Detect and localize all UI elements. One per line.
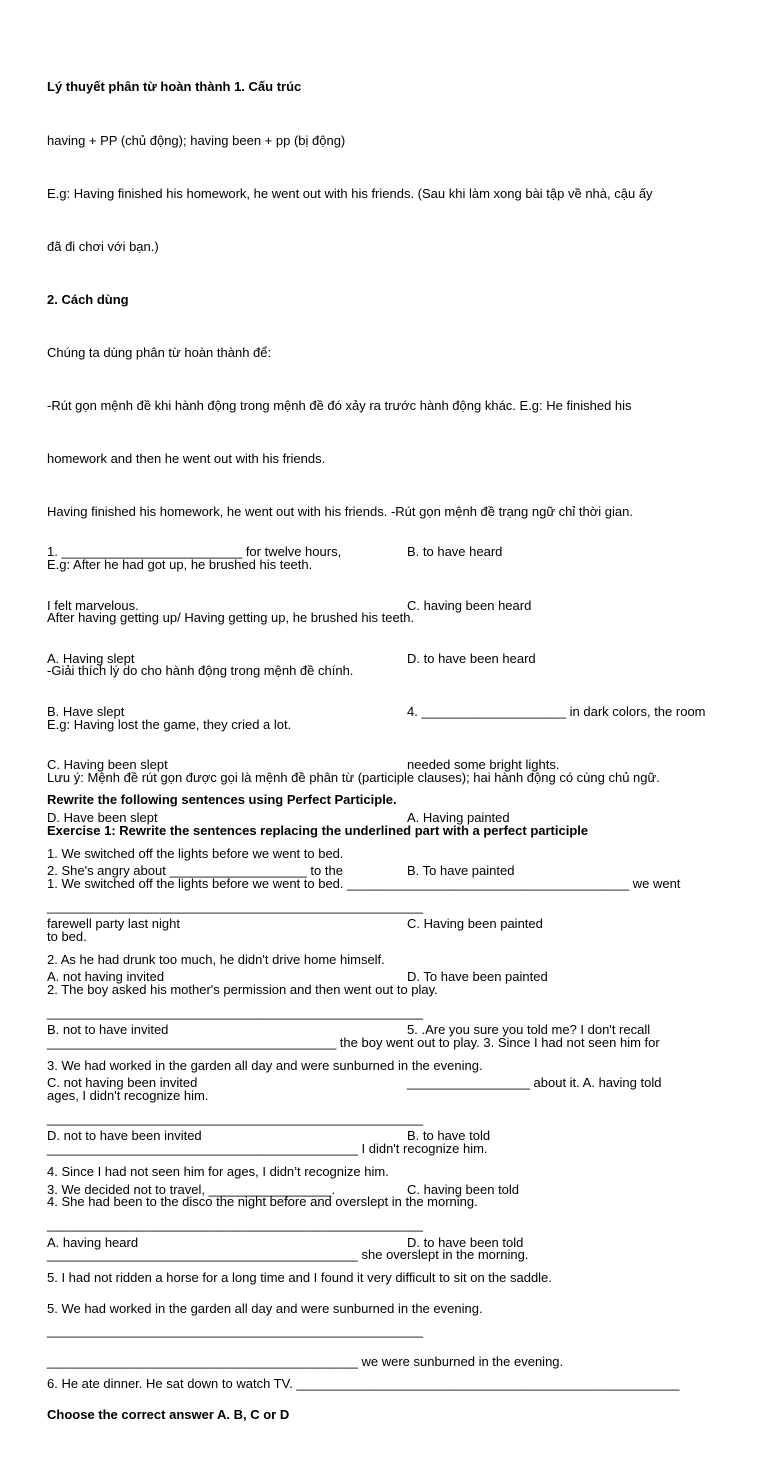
structure-formula: having + PP (chủ động); having been + pp (bị động) (47, 132, 346, 148)
mcq-heading: Choose the correct answer A. B, C or D (47, 1406, 290, 1422)
answer-blank: ____________________________________________________ (47, 1110, 423, 1126)
note-line: Lưu ý: Mệnh đề rút gọn được gọi là mệnh đề phân từ (participle clauses); hai hành động có cùng chủ ngữ. (47, 769, 660, 785)
usage-line: -Rút gọn mệnh đề khi hành động trong mệnh đề đó xảy ra trước hành động khác. E.g: He finished his (47, 397, 632, 413)
usage-line: homework and then he went out with his friends. (47, 451, 326, 467)
mcq-line: _________________ about it. A. having told (407, 1075, 662, 1091)
example-line: đã đi chơi với bạn.) (47, 238, 159, 254)
mcq-option: B. Have slept (47, 703, 125, 719)
rewrite-item: 5. I had not ridden a horse for a long time and I found it very difficult to sit on the saddle. (47, 1270, 552, 1286)
usage-line: After having getting up/ Having getting up, he brushed his teeth. (47, 610, 415, 626)
mcq-option: C. having been told (407, 1181, 520, 1197)
mcq-line: 1. _________________________ for twelve hours, (47, 544, 342, 560)
rewrite-item: 3. We had worked in the garden all day and were sunburned in the evening. (47, 1057, 483, 1073)
usage-line: Chúng ta dùng phân từ hoàn thành để: (47, 344, 272, 360)
mcq-option: A. having heard (47, 1234, 139, 1250)
exercise-line: 5. We had worked in the garden all day and were sunburned in the evening. (47, 1300, 483, 1316)
mcq-option: A. Having painted (407, 809, 510, 825)
mcq-option: B. to have heard (407, 544, 503, 560)
mcq-option: D. not to have been invited (47, 1128, 202, 1144)
mcq-option: D. to have been told (407, 1234, 524, 1250)
exercise-line: to bed. (47, 928, 87, 944)
exercise-line: 2. The boy asked his mother's permission and then went out to play. (47, 982, 438, 997)
rewrite-section (47, 756, 727, 1429)
mcq-option: D. Have been slept (47, 809, 158, 825)
mcq-line: 4. ____________________ in dark colors, the room (407, 703, 706, 719)
rewrite-item: 1. We switched off the lights before we went to bed. (47, 845, 344, 861)
usage-heading: 2. Cách dùng (47, 291, 129, 307)
exercise-line: ________________________________________ the boy went out to play. 3. Since I had not seen him for (47, 1035, 660, 1051)
rewrite-item: 6. He ate dinner. He sat down to watch TV. _____________________________________________________ (47, 1376, 680, 1392)
example-line: E.g: Having finished his homework, he went out with his friends. (Sau khi làm xong bài tập về nhà, cậu ấy (47, 185, 653, 201)
mcq-option: B. to have told (407, 1128, 491, 1144)
mcq-option: D. To have been painted (407, 969, 548, 985)
mcq-line: 2. She's angry about ___________________ to the (47, 862, 343, 878)
exercise-line: ___________________________________________ we were sunburned in the evening. (47, 1353, 564, 1369)
exercise-line: ages, I didn't recognize him. (47, 1088, 209, 1104)
answer-blank: ____________________________________________________ (47, 1323, 423, 1339)
exercise-line: ___________________________________________ she overslept in the morning. (47, 1247, 529, 1263)
mcq-line: 5. .Are you sure you told me? I don't recall (407, 1022, 651, 1038)
mcq-line: 3. We decided not to travel, _________________. (47, 1181, 336, 1197)
mcq-line: needed some bright lights. (407, 756, 560, 772)
mcq-option: D. to have been heard (407, 650, 536, 666)
usage-line: -Giải thích lý do cho hành động trong mệnh đề chính. (47, 663, 354, 679)
answer-blank: ____________________________________________________ (47, 1217, 423, 1233)
mcq-option: C. Having been slept (47, 756, 168, 772)
answer-blank: ____________________________________________________ (47, 898, 423, 914)
mcq-option: B. To have painted (407, 862, 515, 878)
usage-line: Having finished his homework, he went out with his friends. -Rút gọn mệnh đề trạng ngữ chỉ thời gian. (47, 504, 633, 520)
rewrite-item: 2. As he had drunk too much, he didn't drive home himself. (47, 951, 385, 967)
exercise-line: ___________________________________________ I didn't recognize him. (47, 1141, 488, 1157)
exercise-line: 4. She had been to the disco the night before and overslept in the morning. (47, 1194, 478, 1210)
usage-line: E.g: After he had got up, he brushed his teeth. (47, 557, 313, 573)
mcq-option: C. not having been invited (47, 1075, 198, 1091)
mcq-option: C. Having been painted (407, 916, 543, 932)
exercise-1-heading: Exercise 1: Rewrite the sentences replacing the underlined part with a perfect participle (47, 822, 589, 838)
rewrite-item: 4. Since I had not seen him for ages, I didn’t recognize him. (47, 1164, 389, 1180)
rewrite-heading: Rewrite the following sentences using Perfect Participle. (47, 792, 397, 808)
exercise-line: 1. We switched off the lights before we went to bed. _______________________________________ we went (47, 875, 681, 891)
mcq-option: B. not to have invited (47, 1022, 169, 1038)
mcq-line: farewell party last night (47, 916, 180, 932)
mcq-option: C. having been heard (407, 597, 532, 613)
section-title: Lý thuyết phân từ hoàn thành 1. Cấu trúc (47, 79, 302, 95)
answer-blank: ____________________________________________________ (47, 1004, 423, 1020)
mcq-option: A. Having slept (47, 650, 135, 666)
usage-line: E.g: Having lost the game, they cried a lot. (47, 716, 292, 732)
mcq-option: A. not having invited (47, 969, 165, 985)
mcq-line: I felt marvelous. (47, 597, 139, 613)
